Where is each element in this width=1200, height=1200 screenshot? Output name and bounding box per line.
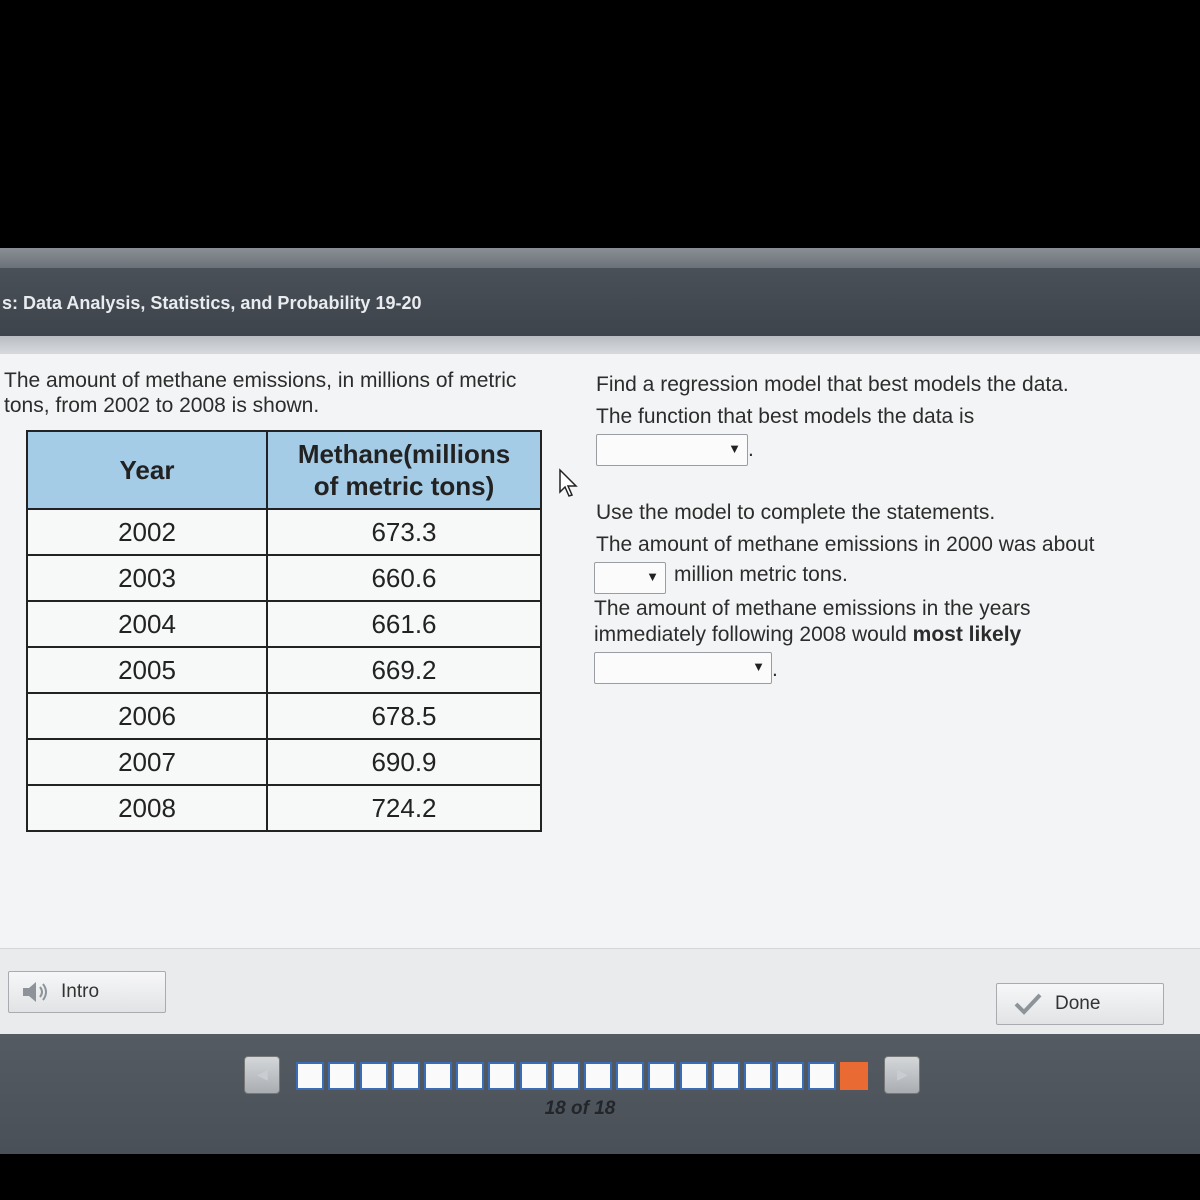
methane-cell: 669.2	[267, 647, 541, 693]
emissions-2000-dropdown[interactable]	[594, 562, 666, 594]
prompt-line-2: tons, from 2002 to 2008 is shown.	[4, 394, 320, 417]
lesson-title: s: Data Analysis, Statistics, and Probability 19-20	[2, 293, 422, 313]
year-cell: 2008	[27, 785, 267, 831]
instruction-line-7	[594, 622, 1021, 648]
question-box-5[interactable]	[424, 1062, 452, 1090]
table-row	[27, 647, 541, 693]
question-box-3[interactable]	[360, 1062, 388, 1090]
methane-cell: 678.5	[267, 693, 541, 739]
done-label: Done	[1055, 993, 1101, 1014]
methane-header-line-2: of metric tons)	[313, 471, 495, 501]
year-cell: 2004	[27, 601, 267, 647]
question-box-17[interactable]	[808, 1062, 836, 1090]
question-box-10[interactable]	[584, 1062, 612, 1090]
speaker-icon	[21, 979, 55, 1005]
question-box-11[interactable]	[616, 1062, 644, 1090]
methane-column-header	[267, 431, 541, 509]
question-box-14[interactable]	[712, 1062, 740, 1090]
previous-button[interactable]	[244, 1056, 280, 1094]
trend-dropdown[interactable]	[594, 652, 772, 684]
window-top-strip	[0, 248, 1200, 268]
screen	[0, 248, 1200, 1154]
table-row	[27, 555, 541, 601]
title-bar	[0, 268, 1200, 336]
year-cell: 2005	[27, 647, 267, 693]
methane-header-line-1: Methane(millions	[297, 439, 511, 469]
done-button[interactable]	[996, 983, 1164, 1025]
methane-cell: 724.2	[267, 785, 541, 831]
arrow-right-icon: ▶	[897, 1066, 908, 1082]
chevron-down-icon: ▼	[752, 659, 765, 674]
year-cell: 2002	[27, 509, 267, 555]
instruction-line-4: The amount of methane emissions in 2000 was about	[596, 533, 1095, 556]
question-box-4[interactable]	[392, 1062, 420, 1090]
instruction-line-3: Use the model to complete the statements.	[596, 501, 996, 524]
sub-bar	[0, 336, 1200, 354]
question-prompt	[4, 368, 564, 418]
methane-cell: 690.9	[267, 739, 541, 785]
function-model-dropdown[interactable]	[596, 434, 748, 466]
question-box-9[interactable]	[552, 1062, 580, 1090]
table-row	[27, 739, 541, 785]
instruction-line-6: The amount of methane emissions in the years	[594, 597, 1031, 620]
question-navigation	[0, 1034, 1200, 1154]
instruction-line-7-emphasis: most likely	[912, 623, 1022, 646]
year-cell: 2007	[27, 739, 267, 785]
question-box-15[interactable]	[744, 1062, 772, 1090]
question-box-16[interactable]	[776, 1062, 804, 1090]
period: .	[772, 658, 778, 681]
year-cell: 2003	[27, 555, 267, 601]
prompt-line-1: The amount of methane emissions, in millions of metric	[4, 369, 517, 392]
intro-button[interactable]	[8, 971, 166, 1013]
methane-table	[26, 430, 542, 832]
question-box-1[interactable]	[296, 1062, 324, 1090]
year-cell: 2006	[27, 693, 267, 739]
instruction-line-1: Find a regression model that best models the data.	[596, 373, 1069, 396]
mouse-pointer-icon	[558, 468, 580, 498]
methane-cell: 660.6	[267, 555, 541, 601]
question-box-7[interactable]	[488, 1062, 516, 1090]
instruction-line-5: million metric tons.	[674, 563, 848, 586]
footer-bar	[0, 948, 1200, 1045]
table-row	[27, 509, 541, 555]
checkmark-icon	[1013, 992, 1043, 1016]
methane-cell: 661.6	[267, 601, 541, 647]
next-button[interactable]	[884, 1056, 920, 1094]
chevron-down-icon: ▼	[646, 569, 659, 584]
table-row	[27, 693, 541, 739]
methane-cell: 673.3	[267, 509, 541, 555]
period: .	[748, 438, 754, 461]
table-header-row	[27, 431, 541, 509]
question-box-6[interactable]	[456, 1062, 484, 1090]
instruction-line-7-text: immediately following 2008 would	[594, 623, 913, 646]
question-box-18[interactable]	[840, 1062, 868, 1090]
instruction-line-2: The function that best models the data is	[596, 405, 975, 428]
intro-label: Intro	[61, 981, 100, 1002]
question-box-12[interactable]	[648, 1062, 676, 1090]
table-row	[27, 601, 541, 647]
question-area	[0, 354, 1200, 1044]
question-box-2[interactable]	[328, 1062, 356, 1090]
page-count: 18 of 18	[544, 1098, 616, 1119]
year-column-header: Year	[27, 431, 267, 509]
chevron-down-icon: ▼	[728, 441, 741, 456]
table-row	[27, 785, 541, 831]
question-box-8[interactable]	[520, 1062, 548, 1090]
question-box-13[interactable]	[680, 1062, 708, 1090]
arrow-left-icon: ◀	[257, 1066, 268, 1082]
